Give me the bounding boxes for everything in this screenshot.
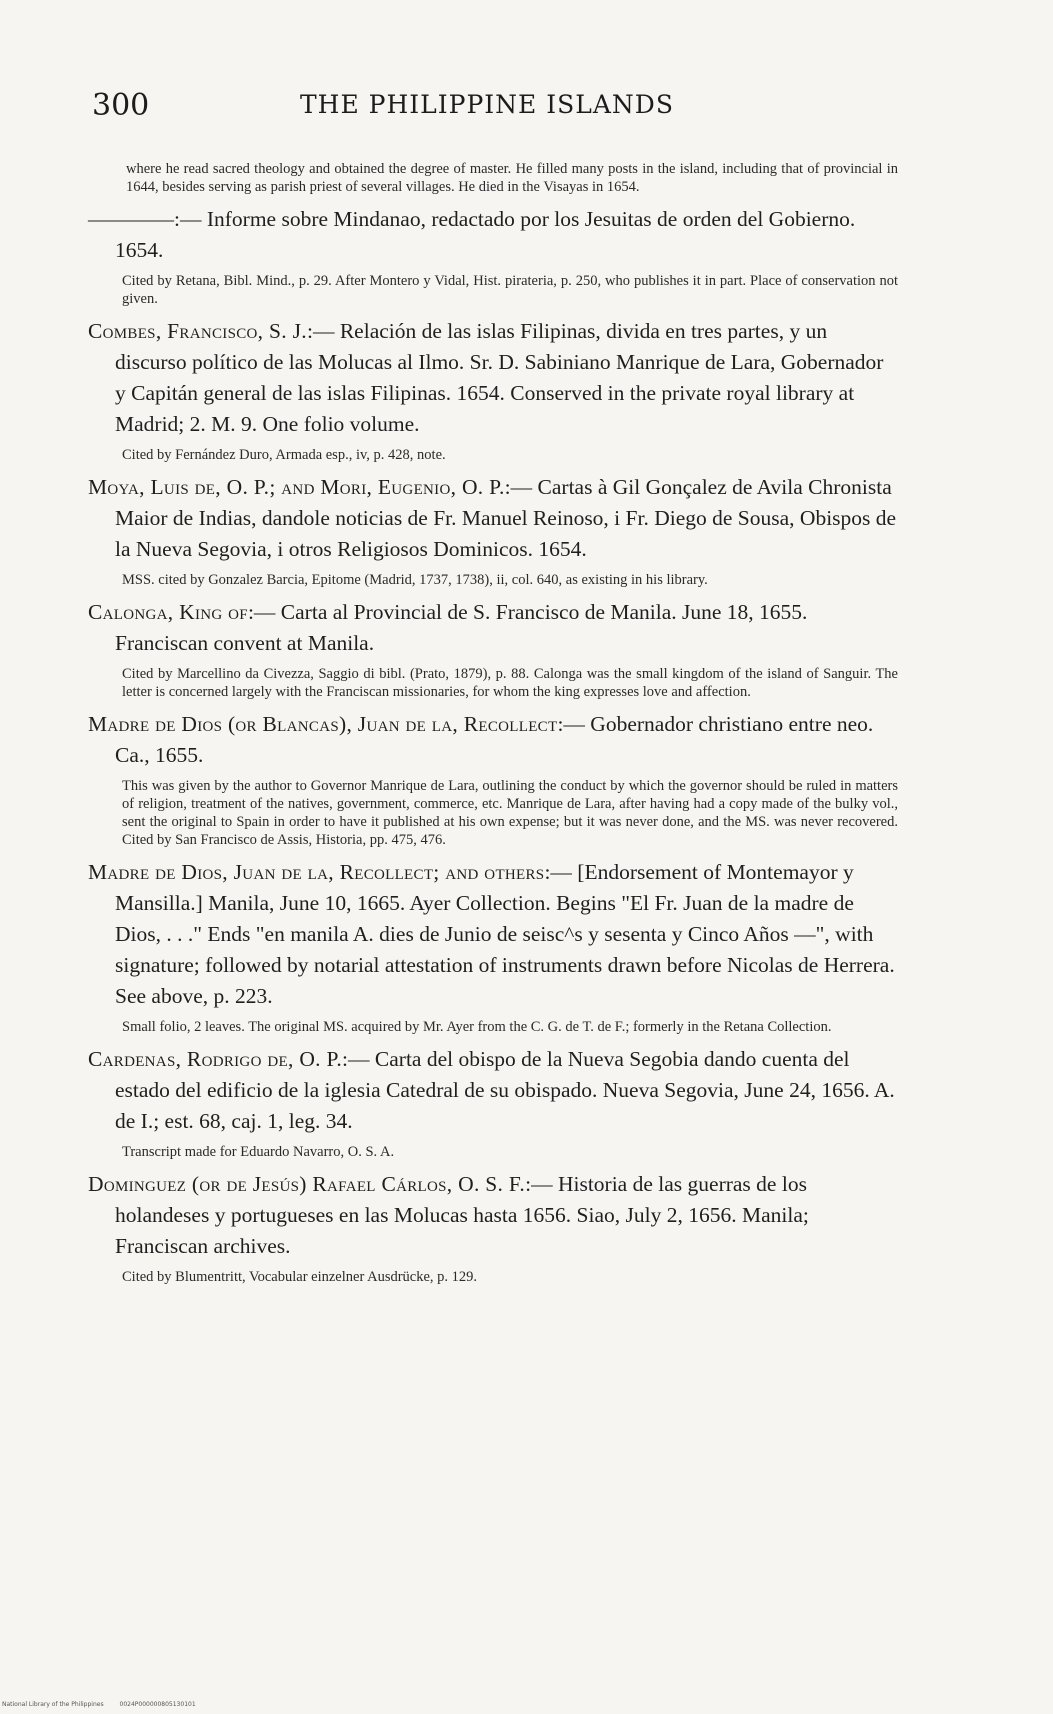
entry-note: Transcript made for Eduardo Navarro, O. S. A. xyxy=(122,1144,395,1160)
continuation-note: where he read sacred theology and obtained the degree of master. He filled many posts in the island, including that of provincial in 1644, besides serving as parish priest of several villages. He died in the Visayas in 1654. xyxy=(126,161,898,195)
entry-note: Small folio, 2 leaves. The original MS. acquired by Mr. Ayer from the C. G. de T. de F.; formerly in the Retana Collection. xyxy=(122,1019,832,1035)
bib-entry xyxy=(88,857,898,1036)
bib-entry xyxy=(88,709,898,849)
entry-author: Madre de Dios, Juan de la, Recollect; and others xyxy=(88,860,545,884)
footer-id: 0024P000000805130101 xyxy=(119,1701,196,1708)
entry-heading xyxy=(88,1044,898,1137)
running-title: THE PHILIPPINE ISLANDS xyxy=(300,90,674,119)
entry-title: :— Historia de las guerras de los holandeses y portugueses en las Molucas hasta 1656. Siao, July 2, 1656. Manila; Franciscan archives. xyxy=(115,1172,809,1258)
entry-note: Cited by Marcellino da Civezza, Saggio di bibl. (Prato, 1879), p. 88. Calonga was the small kingdom of the island of Sanguir. The letter is concerned largely with the Franciscan missionaries, for whom the king expresses love and affection. xyxy=(122,666,898,700)
entry-title: :— Informe sobre Mindanao, redactado por los Jesuitas de orden del Gobierno. 1654. xyxy=(115,207,856,262)
scan-footer xyxy=(2,1701,210,1708)
entry-title: :— Carta del obispo de la Nueva Segobia dando cuenta del estado del edificio de la iglesia Catedral de su obispado. Nueva Segovia, June 24, 1656. A. de I.; est. 68, caj. 1, leg. 34. xyxy=(115,1047,895,1133)
bib-entry xyxy=(88,1169,898,1286)
bib-entry xyxy=(88,204,898,308)
entry-heading xyxy=(88,316,898,440)
bib-entry xyxy=(88,316,898,464)
entry-heading xyxy=(88,204,898,266)
page-header xyxy=(92,88,992,128)
entry-note: Cited by Fernández Duro, Armada esp., iv, p. 428, note. xyxy=(122,447,446,463)
bib-entry xyxy=(88,1044,898,1161)
entry-author: Combes, Francisco, S. J. xyxy=(88,319,307,343)
bib-entry xyxy=(88,472,898,589)
entry-title: :— Cartas à Gil Gonçalez de Avila Chronista Maior de Indias, dandole noticias de Fr. Manuel Reinoso, i Fr. Diego de Sousa, Obispos de la Nueva Segovia, i otros Religiosos Dominicos. 1654. xyxy=(115,475,897,561)
entry-heading xyxy=(88,472,898,565)
entry-author: Calonga, King of xyxy=(88,600,248,624)
entry-note: This was given by the author to Governor Manrique de Lara, outlining the conduct by which the governor should be ruled in matters of religion, treatment of the natives, government, commerce, etc. Manrique de Lara, after having had a copy made of the bulky vol., sent the original to Spain in order to have it published at his own expense; but it was never done, and the MS. was never recovered. Cited by San Francisco de Assis, Historia, pp. 475, 476. xyxy=(122,778,898,848)
entry-note: MSS. cited by Gonzalez Barcia, Epitome (Madrid, 1737, 1738), ii, col. 640, as existing in his library. xyxy=(122,572,708,588)
entry-author: Moya, Luis de, O. P.; and Mori, Eugenio, O. P. xyxy=(88,475,505,499)
entry-heading xyxy=(88,1169,898,1262)
footer-library: National Library of the Philippines xyxy=(2,1701,104,1708)
entry-title: :— Relación de las islas Filipinas, divida en tres partes, y un discurso político de las Molucas al Ilmo. Sr. D. Sabiniano Manrique de Lara, Gobernador y Capitán general de las islas Filipinas. 1654. Conserved in the private royal library at Madrid; 2. M. 9. One folio volume. xyxy=(115,319,884,436)
entry-author: ———— xyxy=(88,207,174,231)
entry-title: :— Carta al Provincial de S. Francisco de Manila. June 18, 1655. Franciscan convent at Manila. xyxy=(115,600,808,655)
entry-author: Madre de Dios (or Blancas), Juan de la, Recollect xyxy=(88,712,558,736)
entry-title: :— [Endorsement of Montemayor y Mansilla.] Manila, June 10, 1665. Ayer Collection. Begins "El Fr. Juan de la madre de Dios, . . ." Ends "en manila A. dies de Junio de seisc^s y sesenta y Cinco Años —", with signature; followed by notarial attestation of instruments drawn before Nicolas de Herrera. See above, p. 223. xyxy=(115,860,895,1008)
entry-author: Cardenas, Rodrigo de, O. P. xyxy=(88,1047,343,1071)
page-number: 300 xyxy=(92,88,150,123)
entry-heading xyxy=(88,709,898,771)
entry-title: :— Gobernador christiano entre neo. Ca., 1655. xyxy=(115,712,874,767)
bibliography-list xyxy=(88,160,898,1294)
entry-heading xyxy=(88,857,898,1012)
entry-author: Dominguez (or de Jesús) Rafael Cárlos, O. S. F. xyxy=(88,1172,526,1196)
bib-entry xyxy=(88,597,898,701)
entry-note: Cited by Retana, Bibl. Mind., p. 29. After Montero y Vidal, Hist. pirateria, p. 250, who publishes it in part. Place of conservation not given. xyxy=(122,273,898,307)
entry-heading xyxy=(88,597,898,659)
entry-note: Cited by Blumentritt, Vocabular einzelner Ausdrücke, p. 129. xyxy=(122,1269,478,1285)
